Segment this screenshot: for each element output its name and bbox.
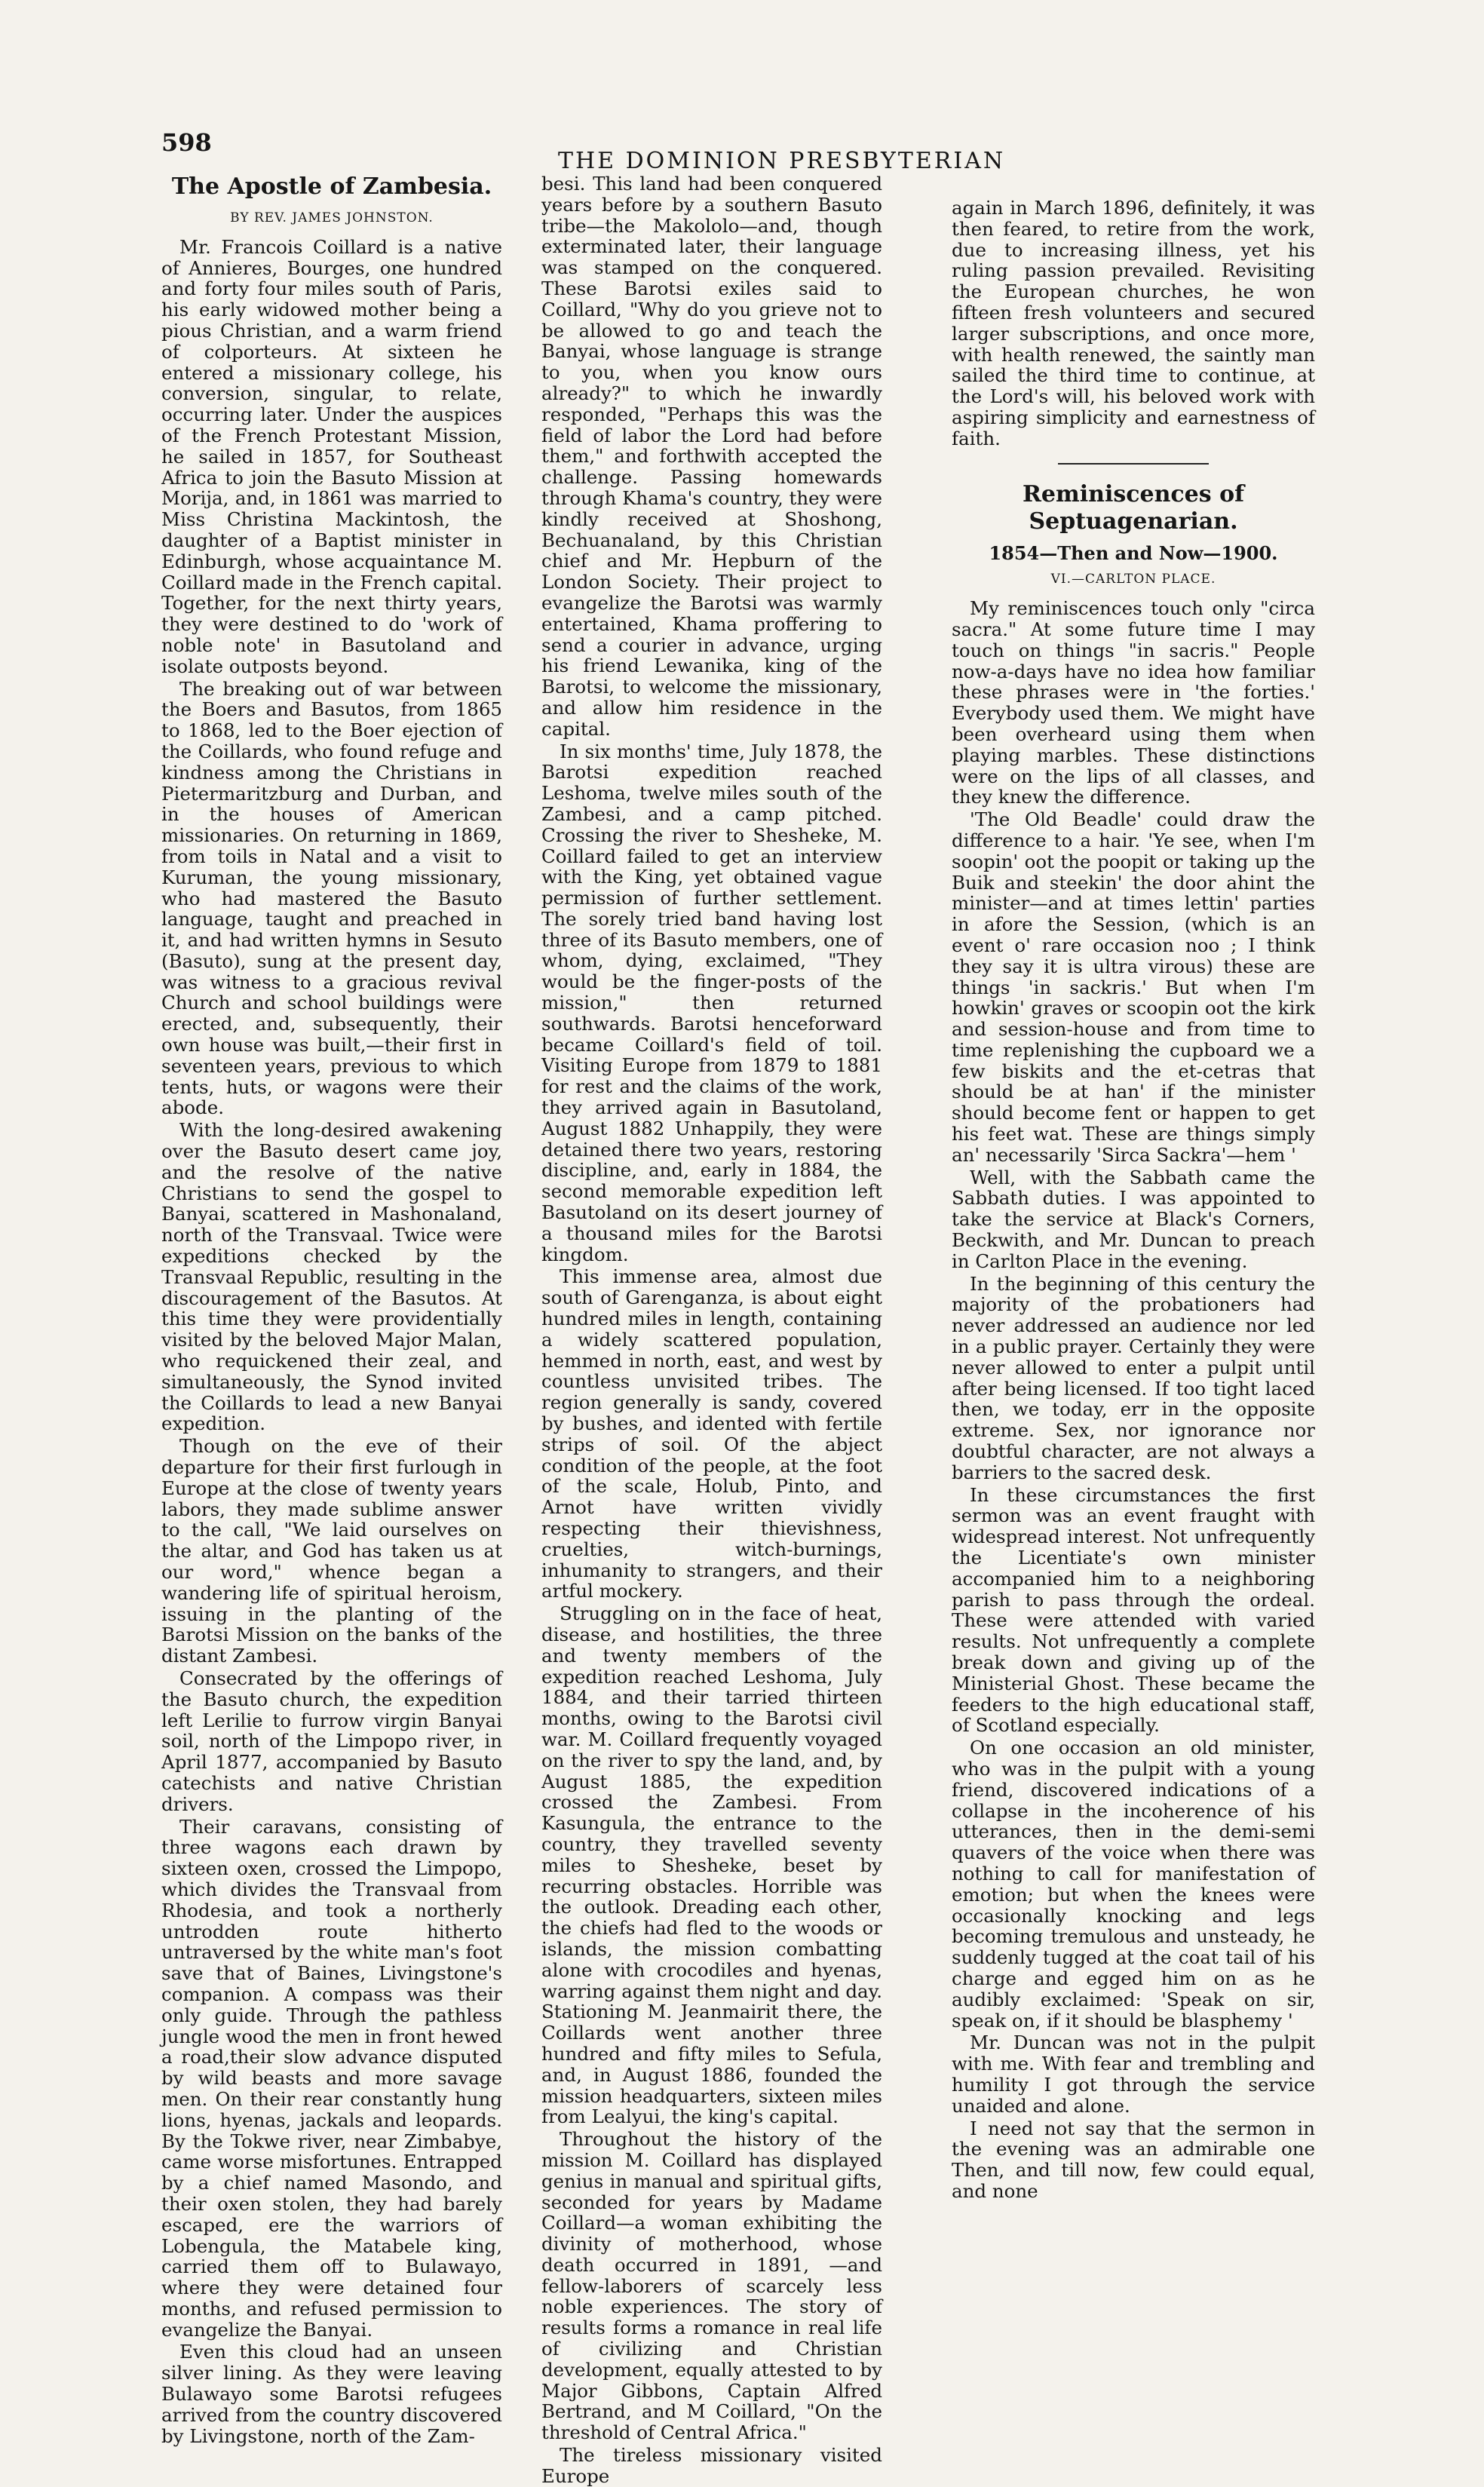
paragraph: My reminiscences touch only "circa sacra." At some future time I may touch on things "in sacris." People now-a-days have no idea how familiar these phrases were in 'the forties.' Everybody used them. We might have been overheard using them when playing marbles. These distinctions were on the lips of all classes, and they knew the difference. [952, 597, 1315, 808]
paragraph: Struggling on in the face of heat, disease, and hostilities, the three and twenty members of the expedition reached Leshoma, July 1884, and their tarried thirteen months, owing to the Barotsi civil war. M. Coillard frequently voyaged on the river to spy the land, and, by August 1885, the expedition crossed the Zambesi. From Kasungula, the entrance to the country, they travelled seventy miles to Shesheke, beset by recurring obstacles. Horrible was the outlook. Dreading each other, the chiefs had fled to the woods or islands, the mission combatting alone with crocodiles and hyenas, warring against them night and day. Stationing M. Jeanmairit there, the Coillards went another three hundred and fifty miles to Sefula, and, in August 1886, founded the mission headquarters, sixteen miles from Lealyui, the king's capital. [541, 1602, 882, 2128]
article-subtitle: 1854—Then and Now—1900. [989, 541, 1278, 564]
paragraph: Mr. Francois Coillard is a native of Annieres, Bourges, one hundred and forty four miles south of Paris, his early widowed mother being a pious Christian, and a warm friend of colporteurs. At sixteen he entered a missionary college, his conversion, singular, to relate, occurring later. Under the auspices of the French Protestant Mission, he sailed in 1857, for Southeast Africa to join the Basuto Mission at Morija, and, in 1861 was married to Miss Christina Mackintosh, the daughter of a Baptist minister in Edinburgh, whose acquaintance M. Coillard made in the French capital. Together, for the next thirty years, they were destined to do 'work of noble note' in Basutoland and isolate outposts beyond. [161, 235, 502, 677]
running-head: THE DOMINION PRESBYTERIAN [558, 148, 1006, 174]
article-byline: BY REV. JAMES JOHNSTON. [230, 210, 434, 225]
paragraph: 'The Old Beadle' could draw the difference to a hair. 'Ye see, when I'm soopin' oot the poopit or taking up the Buik and steekin' the door ahint the minister—and at times lettin' parties in afore the Session, (which is an event o' rare occasion noo ; I think they say it is ultra virous) these are things 'in sackris.' But when I'm howkin' graves or scoopin oot the kirk and session-house and from time to time replenishing the cupboard we a few biskits and the et-cetras that should be at han' if the minister should become fent or happen to get his feet wat. These are things simply an' necessarily 'Sirca Sackra'—hem ' [952, 808, 1315, 1166]
column-1 [161, 173, 502, 2447]
paragraph: In the beginning of this century the majority of the probationers had never addressed an audience nor led in a public prayer. Certainly they were never allowed to enter a pulpit until after being licensed. If too tight laced then, we today, err in the opposite extreme. Sex, nor ignorance nor doubtful character, are not always a barriers to the sacred desk. [952, 1272, 1315, 1483]
paragraph: With the long-desired awakening over the Basuto desert came joy, and the resolve of the native Christians to send the gospel to Banyai, scattered in Mashonaland, north of the Transvaal. Twice were expeditions checked by the Transvaal Republic, resulting in the discouragement of the Basutos. At this time they were providentially visited by the beloved Major Malan, who requickened their zeal, and simultaneously, the Synod invited the Coillards to lead a new Banyai expedition. [161, 1119, 502, 1435]
paragraph: Their caravans, consisting of three wagons each drawn by sixteen oxen, crossed the Limpopo, which divides the Transvaal from Rhodesia, and took a northerly untrodden route hitherto untraversed by the white man's foot save that of Baines, Livingstone's companion. A compass was their only guide. Through the pathless jungle wood the men in front hewed a road,their slow advance disputed by wild beasts and more savage men. On their rear constantly hung lions, hyenas, jackals and leopards. By the Tokwe river, near Zimbabye, came worse misfortunes. Entrapped by a chief named Masondo, and their oxen stolen, they had barely escaped, ere the warriors of Lobengula, the Matabele king, carried them off to Bulawayo, where they were detained four months, and refused permission to evangelize the Banyai. [161, 1815, 502, 2341]
paragraph: Consecrated by the offerings of the Basuto church, the expedition left Lerilie to furrow virgin Banyai soil, north of the Limpopo river, in April 1877, accompanied by Basuto catechists and native Christian drivers. [161, 1667, 502, 1815]
paragraph: On one occasion an old minister, who was in the pulpit with a young friend, discovered indications of a collapse in the incoherence of his utterances, then in the demi-semi quavers of the voice when there was nothing to call for manifestation of emotion; but when the knees were occasionally knocking and legs becoming tremulous and unsteady, he suddenly tugged at the coat tail of his charge and egged him on as he audibly exclaimed: 'Speak on sir, speak on, if it should be blasphemy ' [952, 1737, 1315, 2032]
paragraph: again in March 1896, definitely, it was then feared, to retire from the work, due to increasing illness, yet his ruling passion prevailed. Revisiting the European churches, he won fifteen fresh volunteers and secured larger subscriptions, and once more, with health renewed, the saintly man sailed the third time to continue, at the Lord's will, his beloved work with aspiring simplicity and earnestness of faith. [952, 197, 1315, 449]
paragraph: In six months' time, July 1878, the Barotsi expedition reached Leshoma, twelve miles south of the Zambesi, and a camp pitched. Crossing the river to Shesheke, M. Coillard failed to get an interview with the King, yet obtained vague permission of further settlement. The sorely tried band having lost three of its Basuto members, one of whom, dying, exclaimed, "They would be the finger-posts of the mission," then returned southwards. Barotsi henceforward became Coillard's field of toil. Visiting Europe from 1879 to 1881 for rest and the claims of the work, they arrived again in Basutoland, August 1882 Unhappily, they were detained there two years, restoring discipline, and, early in 1884, the second memorable expedition left Basutoland on its desert journey of a thousand miles for the Barotsi kingdom. [541, 740, 882, 1265]
paragraph: Though on the eve of their departure for their first furlough in Europe at the close of twenty years labors, they made sublime answer to the call, "We laid ourselves on the altar, and God has taken us at our word," whence began a wandering life of spiritual heroism, issuing in the planting of the Barotsi Mission on the banks of the distant Zambesi. [161, 1435, 502, 1667]
paragraph: besi. This land had been conquered years before by a southern Basuto tribe—the Makololo—and, though exterminated later, their language was stamped on the conquered. These Barotsi exiles said to Coillard, "Why do you grieve not to be allowed to go and teach the Banyai, whose language is strange to you, when you know ours already?" to which he inwardly responded, "Perhaps this was the field of labor the Lord had before them," and forthwith accepted the challenge. Passing homewards through Khama's country, they were kindly received at Shoshong, Bechuanaland, by this Christian chief and Mr. Hepburn of the London Society. Their project to evangelize the Barotsi was warmly entertained, Khama proffering to send a courier in advance, urging his friend Lewanika, king of the Barotsi, to welcome the missionary, and allow him residence in the capital. [541, 173, 882, 740]
article-title-reminiscences: Reminiscences of Septuagenarian. [1022, 480, 1245, 535]
paragraph: The breaking out of war between the Boers and Basutos, from 1865 to 1868, led to the Boer ejection of the Coillards, who found refuge and kindness among the Christians in Pietermaritzburg and Durban, and in the houses of American missionaries. On returning in 1869, from toils in Natal and a visit to Kuruman, the young missionary, who had mastered the Basuto language, taught and preached in it, and had written hymns in Sesuto (Basuto), sung at the present day, was witness to a gracious revival Church and school buildings were erected, and, subsequently, their own house was built,—their first in seventeen years, previous to which tents, huts, or wagons were their abode. [161, 677, 502, 1119]
column-3 [952, 197, 1315, 2202]
section-label: VI.—CARLTON PLACE. [1050, 572, 1216, 587]
paragraph: Mr. Duncan was not in the pulpit with me. With fear and trembling and humility I got through the service unaided and alone. [952, 2032, 1315, 2117]
paragraph: I need not say that the sermon in the evening was an admirable one Then, and till now, few could equal, and none [952, 2117, 1315, 2202]
paragraph: This immense area, almost due south of Garenganza, is about eight hundred miles in length, containing a widely scattered population, hemmed in north, east, and west by countless unvisited tribes. The region generally is sandy, covered by bushes, and idented with fertile strips of soil. Of the abject condition of the people, at the foot of the scale, Holub, Pinto, and Arnot have written vividly respecting their thievishness, cruelties, witch-burnings, inhumanity to strangers, and their artful mockery. [541, 1265, 882, 1602]
paragraph: In these circumstances the first sermon was an event fraught with widespread interest. Not unfrequently the Licentiate's own minister accompanied him to a neighboring parish to pass through the ordeal. These were attended with varied results. Not unfrequently a complete break down and giving up of the Ministerial Ghost. These became the feeders to the high educational staff, of Scotland especially. [952, 1483, 1315, 1737]
paragraph: Well, with the Sabbath came the Sabbath duties. I was appointed to take the service at Black's Corners, Beckwith, and Mr. Duncan to preach in Carlton Place in the evening. [952, 1166, 1315, 1272]
column-2 [541, 173, 882, 2487]
paragraph: The tireless missionary visited Europe [541, 2444, 882, 2487]
section-divider [1058, 463, 1209, 465]
paragraph: Even this cloud had an unseen silver lining. As they were leaving Bulawayo some Barotsi refugees arrived from the country discovered by Livingstone, north of the Zam- [161, 2341, 502, 2447]
page-number: 598 [161, 128, 212, 157]
article-title-apostle-of-zambesia: The Apostle of Zambesia. [171, 173, 492, 200]
paragraph: Throughout the history of the mission M. Coillard has displayed genius in manual and spiritual gifts, seconded for years by Madame Coillard—a woman exhibiting the divinity of motherhood, whose death occurred in 1891, —and fellow-laborers of scarcely less noble experiences. The story of results forms a romance in real life of civilizing and Christian development, equally attested to by Major Gibbons, Captain Alfred Bertrand, and M Coillard, "On the threshold of Central Africa." [541, 2128, 882, 2444]
